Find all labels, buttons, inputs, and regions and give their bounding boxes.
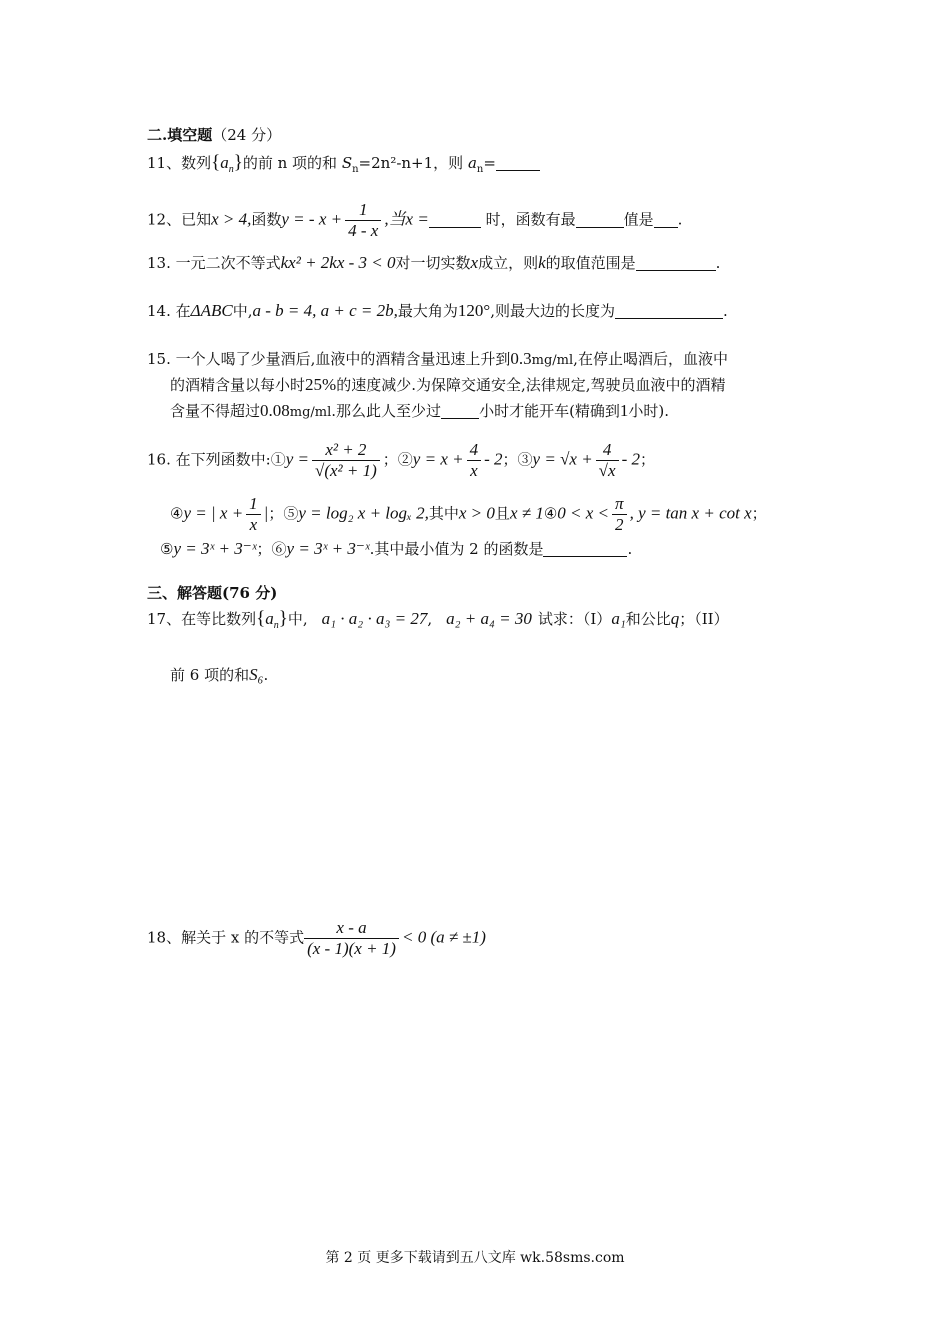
q16-f3-label: ③ (517, 450, 533, 469)
q16-f4-expr: y = | x + (183, 503, 244, 523)
q11-formula: =2n²-n+1，则 (358, 154, 468, 172)
q13-tail: 的取值范围是 (545, 254, 636, 272)
q17-seq-sub: n (273, 620, 279, 631)
q13-inequality: kx² + 2kx - 3 < 0 (280, 253, 396, 272)
q16-f3-tail: - 2 (621, 449, 640, 469)
section-2-heading (147, 124, 281, 146)
q16-f6-expr: 0 < x < (557, 503, 610, 523)
q12-x-blank[interactable] (429, 211, 481, 228)
q12-func-label: 函数 (251, 210, 282, 229)
q17-seq: a (265, 609, 274, 628)
q16-number: 16. 在下列函数中: (147, 450, 271, 469)
q17-mid: 中, (287, 610, 308, 628)
q16-f2-fraction (467, 440, 482, 481)
q11-eq: = (483, 154, 496, 172)
q14-triangle: ΔABC (190, 301, 233, 320)
q17-brace-left: { (256, 608, 266, 629)
q16-f8-label: ⑥ (271, 540, 287, 558)
q18-tail: < 0 (a ≠ ±1) (401, 927, 486, 947)
q17-brace-right: } (278, 608, 288, 629)
q15-text-1a: 15. 一个人喝了少量酒后,血液中的酒精含量迅速上升到 (147, 350, 511, 368)
q11-seq-sub: n (228, 164, 234, 175)
q15-text-3d: 小时). (628, 402, 670, 420)
q14-mid: 中, (232, 302, 253, 320)
question-17-line-1 (147, 608, 729, 637)
q17-a1: a₁ (611, 609, 626, 628)
q13-answer-blank[interactable] (636, 254, 716, 271)
q16-f3-expr: y = √x + (532, 449, 593, 469)
q14-end: . (722, 302, 728, 320)
q16-f3-num: 4 (596, 440, 619, 461)
q14-number: 14. 在 (147, 302, 191, 320)
q13-mid: 对一切实数 (395, 254, 471, 272)
q16-sep2: ； (502, 450, 518, 469)
q11-S: S (341, 154, 353, 172)
q12-y-expr: y = - x + (281, 209, 343, 229)
q16-sep7: ； (256, 540, 272, 558)
q16-f2-expr: y = x + (412, 449, 464, 469)
q12-cond: x > 4, (211, 209, 252, 229)
question-16-line-2 (170, 494, 767, 535)
q18-fraction (304, 918, 399, 959)
q12-tail1: 时，函数有最 (480, 210, 576, 229)
q18-frac-den: (x - 1)(x + 1) (307, 939, 396, 958)
q16-f1-fraction (312, 440, 380, 481)
q13-end: . (715, 254, 721, 272)
question-16-line-3 (160, 538, 632, 560)
q16-tail: .其中最小值为 2 的函数是 (369, 540, 544, 558)
q17-cond-1: a₁ · a₂ · a₃ = 27 (321, 609, 428, 628)
q14-cond: a - b = 4, a + c = 2b, (252, 301, 398, 320)
question-12 (147, 200, 682, 241)
q15-text-3b: .那么此人至少过 (331, 402, 442, 420)
q15-unit-3: mg/ml (289, 405, 332, 420)
q16-f4-label: ④ (170, 504, 184, 523)
q12-number: 12、已知 (147, 210, 212, 229)
q16-f5-cond: x > 0 (458, 503, 495, 523)
q16-f5-expr: y = log₂ x + logₓ 2, (298, 503, 429, 523)
q16-f6-tail: , y = tan x + cot x (629, 503, 752, 523)
section-2-title: 二.填空题 (147, 126, 213, 144)
q12-frac-den: 4 - x (348, 221, 379, 240)
question-15-line-2 (170, 374, 726, 396)
q16-f1-y: y = (285, 449, 309, 469)
q15-text-1b: ,在停止喝酒后，血液中 (573, 350, 728, 368)
q17-number: 17、在等比数列 (147, 610, 257, 628)
q12-fraction (345, 200, 381, 241)
q12-extreme-blank[interactable] (576, 211, 624, 228)
q16-f8-expr: y = 3ˣ + 3⁻ˣ (286, 539, 370, 558)
q16-end: . (627, 540, 633, 558)
q16-sep1: ； (382, 450, 398, 469)
q17-comma: , (427, 610, 433, 628)
q13-number: 13. 一元二次不等式 (147, 254, 281, 272)
question-17-line-2 (170, 664, 268, 686)
q16-f5-label: ⑤ (283, 504, 299, 523)
q15-answer-blank[interactable] (441, 402, 479, 419)
q17-ask2: 和公比 (625, 610, 671, 628)
q16-f7-expr: y = 3ˣ + 3⁻ˣ (173, 539, 257, 558)
q16-f1-label: ① (270, 450, 286, 469)
q13-mid2: 成立，则 (478, 254, 539, 272)
q11-number: 11、数列 (147, 154, 212, 172)
q15-value-1: 0.3 (510, 349, 532, 368)
q11-mid: 的前 n 项的和 (242, 154, 342, 172)
q11-a-sub: n (476, 164, 484, 175)
q11-brace-left: { (211, 152, 221, 173)
q16-f5-cond2: x ≠ 1 (509, 503, 544, 523)
q16-f1-num: x² + 2 (312, 440, 380, 461)
q15-text-3a: 含量不得超过 (170, 402, 261, 420)
q16-f6-den: 2 (615, 515, 624, 534)
q15-value-4: 1 (619, 401, 629, 420)
question-13 (147, 252, 720, 274)
q15-text-3c: 小时才能开车(精确到 (479, 402, 620, 420)
q17-S6: S₆ (249, 665, 264, 684)
q16-answer-blank[interactable] (543, 540, 627, 557)
q16-f4-num: 1 (246, 494, 261, 515)
q18-frac-num: x - a (304, 918, 399, 939)
q14-tail: ,则最大边的长度为 (490, 302, 615, 320)
q17-ask3: ；（II） (679, 610, 729, 628)
q12-value-blank[interactable] (654, 211, 678, 228)
q16-f3-den: √x (598, 461, 616, 480)
question-11 (147, 152, 540, 181)
q16-f1-den: √(x² + 1) (314, 461, 377, 480)
q17-end: . (263, 666, 269, 684)
q11-a: a (467, 154, 477, 172)
q13-k: k (538, 253, 546, 272)
q15-value-2: 25% (305, 375, 337, 394)
q12-when: ,当x = (384, 209, 429, 229)
q16-sep4: ； (268, 504, 284, 523)
q16-f5-cond-b: 且 (494, 504, 510, 523)
q16-f2-den: x (470, 461, 478, 480)
q15-text-2a: 的酒精含量以每小时 (170, 376, 306, 394)
q17-cond-2: a₂ + a₄ = 30 (446, 609, 532, 628)
q16-f4-den: x (249, 515, 258, 534)
q16-f6-num: π (612, 494, 627, 515)
q14-mid2: 最大角为 (397, 302, 458, 320)
q16-f2-num: 4 (467, 440, 482, 461)
q14-angle: 120° (457, 301, 491, 320)
question-14 (147, 300, 728, 322)
q12-frac-num: 1 (345, 200, 381, 221)
q14-answer-blank[interactable] (615, 302, 723, 319)
question-18 (147, 918, 486, 959)
q12-tail2: 值是 (623, 210, 654, 229)
q16-sep3: ； (639, 450, 655, 469)
q16-f4-fraction (246, 494, 261, 535)
q11-seq: a (220, 153, 229, 172)
q11-S-sub: n (352, 164, 359, 175)
q16-f6-label: ④ (543, 504, 558, 523)
q16-f7-label: ⑤ (160, 540, 174, 558)
q16-f4-tail: | (263, 503, 269, 523)
q17-line2-text: 前 6 项的和 (170, 666, 250, 684)
q18-number: 18、解关于 x 的不等式 (147, 928, 305, 947)
q15-value-3: 0.08 (260, 401, 290, 420)
question-16-line-1 (147, 440, 655, 481)
q15-text-2b: 的速度减少.为保障交通安全,法律规定,驾驶员血液中的酒精 (336, 376, 726, 394)
q16-f5-cond-a: 其中 (428, 504, 459, 523)
section-3-heading: 三、解答题(76 分) (147, 584, 278, 602)
question-15-line-3 (170, 400, 669, 424)
q17-q: q (670, 609, 680, 628)
q13-x: x (470, 253, 479, 272)
q16-f2-label: ② (397, 450, 413, 469)
q17-ask: 试求：（I） (537, 610, 612, 628)
section-2-points: （24 分） (212, 126, 282, 144)
q16-sep6: ； (751, 504, 767, 523)
q11-brace-right: } (233, 152, 243, 173)
q16-f3-fraction (596, 440, 619, 481)
q12-end: . (677, 210, 683, 229)
q16-f2-tail: - 2 (484, 449, 503, 469)
q15-unit-1: mg/ml (531, 353, 574, 368)
q16-f6-fraction (612, 494, 627, 535)
question-15-line-1 (147, 348, 728, 372)
q11-answer-blank[interactable] (496, 154, 540, 171)
page-footer: 第 2 页 更多下载请到五八文库 wk.58sms.com (325, 1250, 625, 1266)
